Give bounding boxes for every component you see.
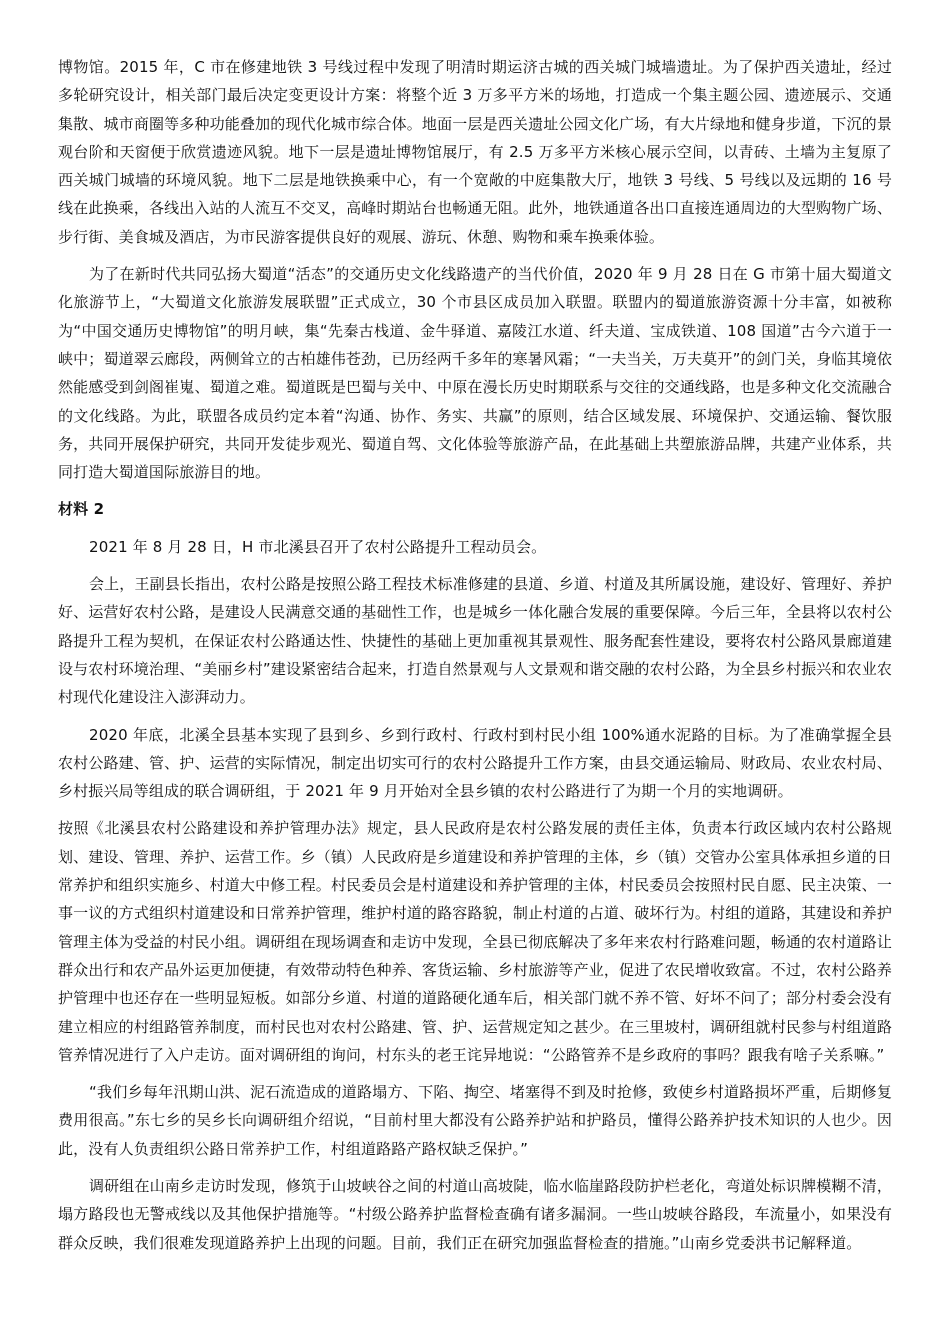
paragraph-dongqi-township-quote: “我们乡每年汛期山洪、泥石流造成的道路塌方、下陷、掏空、堵塞得不到及时抢修，致使乡村道路损坏严重，后期修复费用很高。”东七乡的吴乡长向调研组介绍说，“目前村里大都没有公路养护站和护路员，懂得公路养护技术知识的人也少。因此，没有人负责组织公路日常养护工作，村组道路路产路权缺乏保护。” (58, 1083, 892, 1158)
paragraph-shu-road-alliance: 为了在新时代共同弘扬大蜀道“活态”的交通历史文化线路遗产的当代价值，2020 年 9 月 28 日在 G 市第十届大蜀道文化旅游节上，“大蜀道文化旅游发展联盟”正式成立，30 个市县区成员加入联盟。联盟内的蜀道旅游资源十分丰富，如被称为“中国交通历史博物馆”的明月峡，集“先秦古栈道、金牛驿道、嘉陵江水道、纤夫道、宝成铁道、108 国道”古今六道于一峡中；蜀道翠云廊段，两侧耸立的古柏雄伟苍劲，已历经两千多年的寒暑风霜；“一夫当关，万夫莫开”的剑门关，身临其境依然能感受到剑阁崔嵬、蜀道之难。蜀道既是巴蜀与关中、中原在漫长历史时期联系与交往的交通线路，也是多种文化交流融合的文化线路。为此，联盟各成员约定本着“沟通、协作、务实、共赢”的原则，结合区域发展、环境保护、交通运输、餐饮服务，共同开展保护研究，共同开发徒步观光、蜀道自驾、文化体验等旅游产品，在此基础上共塑旅游品牌，共建产业体系，共同打造大蜀道国际旅游目的地。 (58, 265, 892, 482)
paragraph-mobilization-meeting: 2021 年 8 月 28 日，H 市北溪县召开了农村公路提升工程动员会。 (89, 537, 547, 556)
paragraph-research-group: 2020 年底，北溪全县基本实现了县到乡、乡到行政村、行政村到村民小组 100%通水泥路的目标。为了准确掌握全县农村公路建、管、护、运营的实际情况，制定出切实可行的农村公路提升工作方案，由县交通运输局、财政局、农业农村局、乡村振兴局等组成的联合调研组，于 2021 年 9 月开始对全县乡镇的农村公路进行了为期一个月的实地调研。 (58, 725, 892, 801)
section-heading-material-2: 材料 2 (58, 500, 105, 519)
paragraph-museum-west-gate: 博物馆。2015 年，C 市在修建地铁 3 号线过程中发现了明清时期运济古城的西关城门城墙遗址。为了保护西关遗址，经过多轮研究设计，相关部门最后决定变更设计方案：将整个近 3 万多平方米的场地，打造成一个集主题公园、遗迹展示、交通集散、城市商圈等多种功能叠加的现代化城市综合体。地面一层是西关遗址公园文化广场，有大片绿地和健身步道，下沉的景观台阶和天窗便于欣赏遗迹风貌。地下一层是遗址博物馆展厅，有 2.5 万多平方米核心展示空间，以青砖、土墙为主复原了西关城门城墙的环境风貌。地下二层是地铁换乘中心，有一个宽敞的中庭集散大厅，地铁 3 号线、5 号线以及远期的 16 号线在此换乘，各线出入站的人流互不交叉，高峰时期站台也畅通无阻。此外，地铁通道各出口直接连通周边的大型购物广场、步行街、美食城及酒店，为市民游客提供良好的观展、游玩、休憩、购物和乘车换乘体验。 (58, 58, 892, 246)
paragraph-deputy-magistrate-speech: 会上，王副县长指出，农村公路是按照公路工程技术标准修建的县道、乡道、村道及其所属设施，建设好、管理好、养护好、运营好农村公路，是建设人民满意交通的基础性工作，也是城乡一体化融合发展的重要保障。今后三年，全县将以农村公路提升工程为契机，在保证农村公路通达性、快捷性的基础上更加重视其景观性、服务配套性建设，要将农村公路风景廊道建设与农村环境治理、“美丽乡村”建设紧密结合起来，打造自然景观与人文景观和谐交融的农村公路，为全县乡村振兴和农业农村现代化建设注入澎湃动力。 (58, 575, 892, 707)
paragraph-management-regulations: 按照《北溪县农村公路建设和养护管理办法》规定，县人民政府是农村公路发展的责任主体，负责本行政区域内农村公路规划、建设、管理、养护、运营工作。乡（镇）人民政府是乡道建设和养护管理的主体，乡（镇）交管办公室具体承担乡道的日常养护和组织实施乡、村道大中修工程。村民委员会是村道建设和养护管理的主体，村民委员会按照村民自愿、民主决策、一事一议的方式组织村道建设和日常养护管理，维护村道的路容路貌，制止村道的占道、破坏行为。村组的道路，其建设和养护管理主体为受益的村民小组。调研组在现场调查和走访中发现，全县已彻底解决了多年来农村行路难问题，畅通的农村道路让群众出行和农产品外运更加便捷，有效带动特色种养、客货运输、乡村旅游等产业，促进了农民增收致富。不过，农村公路养护管理中也还存在一些明显短板。如部分乡道、村道的道路硬化通车后，相关部门就不养不管、好坏不问了；部分村委会没有建立相应的村组路管养制度，而村民也对农村公路建、管、护、运营规定知之甚少。在三里坡村，调研组就村民参与村组道路管养情况进行了入户走访。面对调研组的询问，村东头的老王诧异地说：“公路管养不是乡政府的事吗？跟我有啥子关系嘛。” (58, 819, 892, 1064)
paragraph-shannan-township-visit: 调研组在山南乡走访时发现，修筑于山坡峡谷之间的村道山高坡陡，临水临崖路段防护栏老化，弯道处标识牌模糊不清，塌方路段也无警戒线以及其他保护措施等。“村级公路养护监督检查确有诸多漏洞。一些山坡峡谷路段，车流量小，如果没有群众反映，我们很难发现道路养护上出现的问题。目前，我们正在研究加强监督检查的措施。”山南乡党委洪书记解释道。 (58, 1176, 892, 1252)
